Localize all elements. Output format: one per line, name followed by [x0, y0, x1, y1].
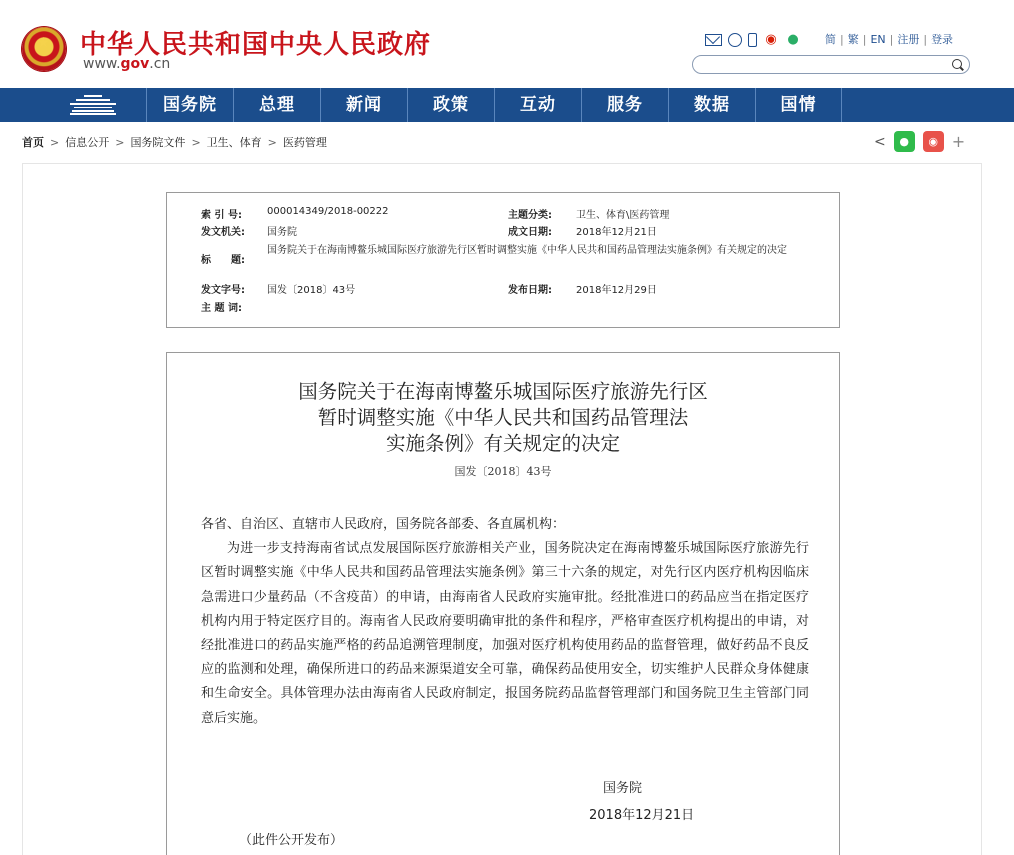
link-register[interactable]: 注册	[897, 33, 920, 46]
document-title-line: 暂时调整实施《中华人民共和国药品管理法	[317, 406, 689, 429]
document-text	[201, 513, 809, 731]
document-title-line: 实施条例》有关规定的决定	[385, 432, 620, 455]
publish-date-label: 发布日期:	[508, 285, 552, 296]
doc-number-label: 发文字号:	[201, 285, 245, 296]
title-label: 标 题:	[201, 255, 245, 266]
breadcrumb-medicine-management[interactable]: 医药管理	[282, 136, 327, 149]
nav-item-state-council[interactable]: 国务院	[146, 88, 233, 122]
national-emblem-logo[interactable]	[22, 27, 66, 71]
publication-note: （此件公开发布）	[239, 833, 344, 848]
top-icon-bar	[705, 31, 801, 49]
topic-value: 卫生、体育\医药管理	[576, 210, 670, 221]
topic-label: 主题分类:	[508, 210, 552, 221]
index-value: 000014349/2018-00222	[267, 206, 389, 217]
wechat-share-icon[interactable]: ●	[894, 131, 915, 152]
document-date: 2018年12月21日	[589, 808, 695, 823]
written-date-value: 2018年12月21日	[576, 227, 657, 238]
link-traditional[interactable]: 繁	[847, 33, 859, 46]
main-nav	[0, 88, 1014, 122]
breadcrumb-separator: >	[267, 136, 277, 149]
search-box	[692, 55, 970, 74]
breadcrumb-info-public[interactable]: 信息公开	[65, 136, 110, 149]
star-icon: ★	[37, 35, 50, 51]
issuer-label: 发文机关:	[201, 227, 245, 238]
home-building-icon	[70, 95, 116, 115]
keywords-label: 主 题 词:	[201, 303, 242, 314]
share-bar	[874, 131, 965, 152]
wechat-icon[interactable]: ●	[787, 32, 799, 47]
nav-item-interaction[interactable]: 互动	[494, 88, 581, 122]
breadcrumb-separator: >	[191, 136, 201, 149]
document-info-table	[166, 192, 840, 328]
nav-item-national-info[interactable]: 国情	[755, 88, 842, 122]
nav-item-policy[interactable]: 政策	[407, 88, 494, 122]
weibo-share-icon[interactable]: ◉	[923, 131, 944, 152]
site-url-domain: gov	[120, 56, 150, 72]
breadcrumb-state-council-docs[interactable]: 国务院文件	[130, 136, 186, 149]
weibo-icon[interactable]: ◉	[765, 32, 777, 47]
document-paragraph: 为进一步支持海南省试点发展国际医疗旅游相关产业，国务院决定在海南博鳌乐城国际医疗旅游先行区暂时调整实施《中华人民共和国药品管理法实施条例》第三十六条的规定，对先行区内医疗机构因临床急需进口少量药品（不含疫苗）的申请，由海南省人民政府实施审批。经批准进口的药品应当在指定医疗机构内用于特定医疗目的。海南省人民政府要明确审批的条件和程序，严格审查医疗机构提出的申请，对经批准进口的药品实施严格的药品追溯管理制度，加强对医疗机构使用药品的监督管理，做好药品不良反应的监测和处理，确保所进口的药品来源渠道安全可靠，确保药品使用安全，切实维护人民群众身体健康和生命安全。具体管理办法由海南省人民政府制定，报国务院药品监督管理部门和国务院卫生主管部门同意后实施。	[201, 541, 809, 726]
share-icon[interactable]: <	[874, 133, 886, 150]
document-title	[167, 379, 839, 457]
breadcrumb	[22, 134, 327, 150]
link-login[interactable]: 登录	[931, 33, 954, 46]
nav-item-premier[interactable]: 总理	[233, 88, 320, 122]
site-header	[0, 0, 1014, 88]
mail-icon[interactable]	[705, 34, 722, 46]
breadcrumb-home[interactable]: 首页	[22, 136, 44, 149]
breadcrumb-separator: >	[50, 136, 60, 149]
top-links: 简 | 繁 | EN | 注册 | 登录	[825, 33, 954, 46]
document-signature: 国务院	[603, 781, 643, 796]
link-simplified[interactable]: 简	[825, 33, 836, 46]
breadcrumb-health-sports[interactable]: 卫生、体育	[206, 136, 262, 149]
publish-date-value: 2018年12月29日	[576, 285, 657, 296]
search-input[interactable]	[703, 57, 943, 72]
nav-home[interactable]	[0, 88, 146, 122]
site-title[interactable]: 中华人民共和国中央人民政府	[80, 30, 432, 60]
nav-item-services[interactable]: 服务	[581, 88, 668, 122]
site-url[interactable]	[83, 56, 170, 72]
search-icon[interactable]	[952, 59, 962, 69]
message-icon[interactable]	[728, 33, 742, 47]
issuer-value: 国务院	[267, 227, 297, 238]
document-title-line: 国务院关于在海南博鳌乐城国际医疗旅游先行区	[298, 380, 708, 403]
document-number: 国发〔2018〕43号	[454, 465, 552, 478]
document-body	[166, 352, 840, 855]
title-value: 国务院关于在海南博鳌乐城国际医疗旅游先行区暂时调整实施《中华人民共和国药品管理法实施条例》有关规定的决定	[267, 245, 787, 256]
breadcrumb-separator: >	[115, 136, 125, 149]
nav-item-news[interactable]: 新闻	[320, 88, 407, 122]
site-url-prefix: www.	[83, 56, 121, 72]
index-label: 索 引 号:	[201, 210, 242, 221]
nav-item-data[interactable]: 数据	[668, 88, 755, 122]
document-salutation: 各省、自治区、直辖市人民政府，国务院各部委、各直属机构：	[201, 517, 566, 532]
written-date-label: 成文日期:	[508, 227, 552, 238]
phone-icon[interactable]	[748, 33, 757, 47]
link-english[interactable]: EN	[870, 33, 886, 46]
doc-number-value: 国发〔2018〕43号	[267, 285, 356, 296]
more-share-button[interactable]: +	[951, 132, 966, 151]
site-url-suffix: .cn	[149, 56, 171, 72]
